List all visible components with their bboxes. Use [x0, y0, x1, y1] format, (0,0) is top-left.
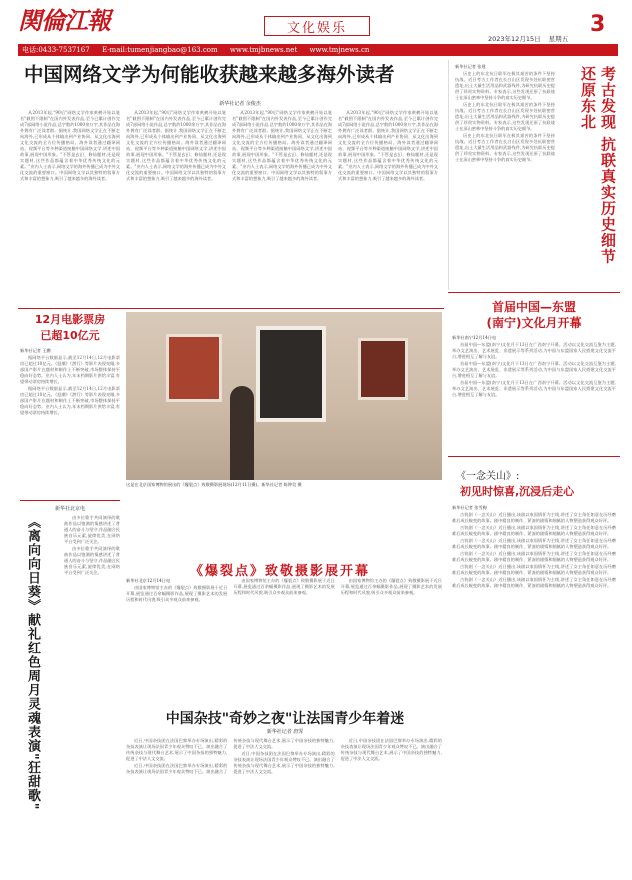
- email: E-mail:tumenjiangbao@163.com: [101, 46, 218, 54]
- lead-byline: 新华社记者 余俊杰: [219, 101, 261, 107]
- box-office-text: 据网络平台数据显示,截至12月14日,12月电影票房已超过10亿元。《怒潮》《潜行》等影片表现亮眼,多部国产影片在题材和制作上不断突破,市场整体保持平稳向好态势。业内人士认为,年末档期影片供给丰富,有望带动票房持续增长。: [20, 355, 120, 384]
- weekday: 星期五: [548, 35, 569, 43]
- lead-body-col2: [126, 110, 226, 306]
- wuyi-byline: 新华社记者 张雪梅: [452, 505, 487, 510]
- box-office-text-2: 据网络平台数据显示,截至12月14日,12月电影票房已超过10亿元。《怒潮》《潜行》等影片表现亮眼,多部国产影片在题材和制作上不断突破,市场整体保持平稳向好态势。业内人士认为,年末档期影片供给丰富,有望带动票房持续增长。: [20, 386, 120, 415]
- acrobatics-text: 近日,中国杂技团在法国巴黎举办专场演出,精彩的杂技表演让现场法国青少年观众赞叹不已。演出融合了传统杂技与现代舞台艺术,展示了中国杂技的独特魅力,促进了中法人文交流。: [126, 738, 228, 761]
- section-title-box: [264, 16, 370, 36]
- lead-body-col1: [20, 110, 120, 306]
- box-office-title-line-1: 12月电影票房: [34, 313, 106, 326]
- lead-body-col4: [338, 110, 438, 306]
- wall-frame-center: [256, 326, 326, 422]
- date: 2023年12月15日: [488, 35, 541, 43]
- lead-body-text-4: 从2013年起,"90后"网络文学作家黄鹤开始以笔名"截图不限制"在国内外发表作品,至今已累计创作完成7部网络小说作品,总字数约1000余万字,其作品在海外拥有广泛读者群。据统计,我国网络文学正在不断走向海外,已形成从个体输出到产业协同、从文化出海到文化交流的全方位传播格局。海外读者通过翻译网站、视频平台等多种渠道接触中国网络文学,讲述中国故事,展现中国形象。"不管是玄幻、修仙题材,还是现实题材,这些作品都蕴含着中华优秀传统文化的元素。"业内人士表示,网络文学的海外传播已成为中外文化交流的重要窗口。中国网络文学以其独特的叙事方式和丰富的想象力,吸引了越来越多的海外读者。: [338, 110, 438, 181]
- nanning-block: [448, 292, 620, 452]
- acrobatics-byline: 新华社记者 唐霁: [266, 729, 304, 735]
- visitor-silhouette: [230, 386, 254, 480]
- side-title: [578, 66, 618, 286]
- wuyi-text-4: 古装剧《一念关山》近日播出,该剧以家国情怀为主线,讲述了女主角任如意在历经磨难后成长蜕变的故事。剧中精良的制作、紧凑的剧情和细腻的人物塑造获得观众好评。: [452, 551, 616, 562]
- box-office-title: [20, 312, 120, 344]
- nanning-title: [452, 299, 616, 331]
- folk-song-text-2: 由多位歌手共同演绎的歌曲作品以饱满的情感讲述了普通人的奋斗与坚守,作品融合民族音乐元素,旋律优美,在网络平台受到广泛关注。: [64, 546, 120, 575]
- wuyi-text-3: 古装剧《一念关山》近日播出,该剧以家国情怀为主线,讲述了女主角任如意在历经磨难后成长蜕变的故事。剧中精良的制作、紧凑的剧情和细腻的人物塑造获得观众好评。: [452, 538, 616, 549]
- side-body: [455, 64, 555, 284]
- page-number: 3: [590, 12, 606, 37]
- side-byline: 新华社记者 张建: [455, 64, 486, 69]
- folk-song-block: [20, 500, 120, 872]
- contact-bar: [18, 44, 618, 56]
- editor-line: 本版责任编辑 乌雅: [540, 47, 582, 53]
- side-body-text-2: 历史上的东北抗日联军在极其艰苦的条件下坚持抗战。近日考古工作者在长白山区发现多处抗联密营遗址,出土大量生活用品和武器残件,为研究抗联历史提供了珍贵实物资料。专家表示,这些发现还原了抗联战士在深山密林中坚持斗争的真实历史细节。: [455, 102, 555, 131]
- logo-text: 関倫江報: [18, 6, 110, 35]
- side-title-line-3: 还原东北: [579, 66, 597, 130]
- nanning-text-3: 首届中国—东盟(南宁)文化月于13日在广西南宁开幕。活动以文化交流互鉴为主题,举办文艺演出、艺术展览、非遗展示等系列活动,为中国与东盟国家人民搭建文化交流平台,增进相互了解与友谊。: [452, 380, 616, 397]
- photo-caption: 这是在北京国家博物馆展出的《爆裂点》致敬摄影展现场(12月11日摄)。新华社记者 陈钟昊 摄: [126, 482, 302, 487]
- lead-headline: 中国网络文学为何能收获越来越多海外读者: [24, 63, 395, 86]
- lead-body-col3: [232, 110, 332, 306]
- box-office-byline: 新华社记者 王鹏: [20, 348, 51, 353]
- lead-body-text-3: 从2013年起,"90后"网络文学作家黄鹤开始以笔名"截图不限制"在国内外发表作品,至今已累计创作完成7部网络小说作品,总字数约1000余万字,其作品在海外拥有广泛读者群。据统计,我国网络文学正在不断走向海外,已形成从个体输出到产业协同、从文化出海到文化交流的全方位传播格局。海外读者通过翻译网站、视频平台等多种渠道接触中国网络文学,讲述中国故事,展现中国形象。"不管是玄幻、修仙题材,还是现实题材,这些作品都蕴含着中华优秀传统文化的元素。"业内人士表示,网络文学的海外传播已成为中外文化交流的重要窗口。中国网络文学以其独特的叙事方式和丰富的想象力,吸引了越来越多的海外读者。: [232, 110, 332, 181]
- acrobatics-text-2: 近日,中国杂技团在法国巴黎举办专场演出,精彩的杂技表演让现场法国青少年观众赞叹不已。演出融合了传统杂技与现代舞台艺术,展示了中国杂技的独特魅力,促进了中法人文交流。: [126, 738, 335, 774]
- folk-song-body: [64, 515, 120, 869]
- issue-date: [488, 34, 568, 43]
- side-body-text: 历史上的东北抗日联军在极其艰苦的条件下坚持抗战。近日考古工作者在长白山区发现多处抗联密营遗址,出土大量生活用品和武器残件,为研究抗联历史提供了珍贵实物资料。专家表示,这些发现还原了抗联战士在深山密林中坚持斗争的真实历史细节。: [455, 71, 555, 100]
- lead-body-text-2: 从2013年起,"90后"网络文学作家黄鹤开始以笔名"截图不限制"在国内外发表作品,至今已累计创作完成7部网络小说作品,总字数约1000余万字,其作品在海外拥有广泛读者群。据统计,我国网络文学正在不断走向海外,已形成从个体输出到产业协同、从文化出海到文化交流的全方位传播格局。海外读者通过翻译网站、视频平台等多种渠道接触中国网络文学,讲述中国故事,展现中国形象。"不管是玄幻、修仙题材,还是现实题材,这些作品都蕴含着中华优秀传统文化的元素。"业内人士表示,网络文学的海外传播已成为中外文化交流的重要窗口。中国网络文学以其独特的叙事方式和丰富的想象力,吸引了越来越多的海外读者。: [126, 110, 226, 181]
- nanning-title-line-1: 首届中国—东盟: [491, 300, 576, 314]
- wuyi-subtitle: 初见时惊喜,沉浸后走心: [460, 485, 575, 498]
- folk-song-text: 由多位歌手共同演绎的歌曲作品以饱满的情感讲述了普通人的奋斗与坚守,作品融合民族音乐元素,旋律优美,在网络平台受到广泛关注。: [64, 515, 120, 544]
- section-title: 文化娱乐: [286, 21, 347, 36]
- nanning-text-2: 首届中国—东盟(南宁)文化月于13日在广西南宁开幕。活动以文化交流互鉴为主题,举办文艺演出、艺术展览、非遗展示等系列活动,为中国与东盟国家人民搭建文化交流平台,增进相互了解与友谊。: [452, 361, 616, 378]
- newspaper-logo: [18, 4, 138, 38]
- exhibition-headline: 《爆裂点》致敬摄影展开幕: [189, 564, 370, 579]
- folk-song-byline: 新华社北京电: [54, 506, 85, 512]
- wuyi-text-2: 古装剧《一念关山》近日播出,该剧以家国情怀为主线,讲述了女主角任如意在历经磨难后成长蜕变的故事。剧中精良的制作、紧凑的剧情和细腻的人物塑造获得观众好评。: [452, 525, 616, 536]
- box-office-title-line-2: 已超10亿元: [40, 329, 100, 342]
- site-1: www.tmjbnews.net: [229, 46, 298, 54]
- nanning-byline: 新华社南宁12月14日电: [452, 335, 497, 340]
- wuyi-body: [452, 505, 616, 867]
- nanning-text: 首届中国—东盟(南宁)文化月于13日在广西南宁开幕。活动以文化交流互鉴为主题,举办文艺演出、艺术展览、非遗展示等系列活动,为中国与东盟国家人民搭建文化交流平台,增进相互了解与友谊。: [452, 342, 616, 359]
- nanning-title-line-2: (南宁)文化月开幕: [486, 316, 582, 330]
- site-2: www.tmjnews.cn: [309, 46, 370, 54]
- wuyi-text-6: 古装剧《一念关山》近日播出,该剧以家国情怀为主线,讲述了女主角任如意在历经磨难后成长蜕变的故事。剧中精良的制作、紧凑的剧情和细腻的人物塑造获得观众好评。: [452, 577, 616, 588]
- acrobatics-text-4: 近日,中国杂技团在法国巴黎举办专场演出,精彩的杂技表演让现场法国青少年观众赞叹不已。演出融合了传统杂技与现代舞台艺术,展示了中国杂技的独特魅力,促进了中法人文交流。: [340, 738, 442, 761]
- exhibition-text: 由国家博物馆主办的《爆裂点》致敬摄影展于近日开幕,展览通过百余幅摄影作品,展现了摄影艺术的发展历程和时代风貌,吸引众多观众前来参观。: [126, 585, 228, 602]
- exhibition-body: [126, 578, 442, 686]
- wall-frame-right: [358, 338, 408, 400]
- acrobatics-body: [126, 738, 442, 870]
- acrobatics-headline: 中国杂技"奇妙之夜"让法国青少年着迷: [165, 711, 405, 727]
- exhibition-text-2: 由国家博物馆主办的《爆裂点》致敬摄影展于近日开幕,展览通过百余幅摄影作品,展现了摄影艺术的发展历程和时代风貌,吸引众多观众前来参观。: [233, 578, 335, 595]
- wuyi-text-5: 古装剧《一念关山》近日播出,该剧以家国情怀为主线,讲述了女主角任如意在历经磨难后成长蜕变的故事。剧中精良的制作、紧凑的剧情和细腻的人物塑造获得观众好评。: [452, 564, 616, 575]
- wall-frame-left: [166, 334, 222, 402]
- side-title-line-1: 考古发现: [599, 66, 617, 130]
- phone: 电话:0433-7537167: [22, 46, 90, 54]
- exhibition-text-3: 由国家博物馆主办的《爆裂点》致敬摄影展于近日开幕,展览通过百余幅摄影作品,展现了摄影艺术的发展历程和时代风貌,吸引众多观众前来参观。: [340, 578, 442, 595]
- folk-song-title: 《离向向日葵》献礼红色周月灵魂表演"狂甜歌": [25, 515, 40, 811]
- divider-1: [18, 308, 444, 309]
- side-body-text-3: 历史上的东北抗日联军在极其艰苦的条件下坚持抗战。近日考古工作者在长白山区发现多处抗联密营遗址,出土大量生活用品和武器残件,为研究抗联历史提供了珍贵实物资料。专家表示,这些发现还原了抗联战士在深山密林中坚持斗争的真实历史细节。: [455, 133, 555, 162]
- exhibition-byline: 新华社北京12月14日电: [126, 578, 171, 583]
- side-feature: [448, 60, 620, 290]
- box-office-body: [20, 348, 120, 498]
- nanning-body: [452, 335, 616, 449]
- side-title-line-2: 抗联真实历史细节: [599, 136, 617, 265]
- acrobatics-text-3: 近日,中国杂技团在法国巴黎举办专场演出,精彩的杂技表演让现场法国青少年观众赞叹不已。演出融合了传统杂技与现代舞台艺术,展示了中国杂技的独特魅力,促进了中法人文交流。: [233, 751, 335, 774]
- wuyi-text: 古装剧《一念关山》近日播出,该剧以家国情怀为主线,讲述了女主角任如意在历经磨难后成长蜕变的故事。剧中精良的制作、紧凑的剧情和细腻的人物塑造获得观众好评。: [452, 512, 616, 523]
- wuyi-block: [448, 456, 620, 872]
- exhibition-photo: [126, 312, 442, 480]
- wuyi-title: 《一念关山》:: [456, 471, 520, 482]
- lead-body-text: 从2013年起,"90后"网络文学作家黄鹤开始以笔名"截图不限制"在国内外发表作品,至今已累计创作完成7部网络小说作品,总字数约1000余万字,其作品在海外拥有广泛读者群。据统计,我国网络文学正在不断走向海外,已形成从个体输出到产业协同、从文化出海到文化交流的全方位传播格局。海外读者通过翻译网站、视频平台等多种渠道接触中国网络文学,讲述中国故事,展现中国形象。"不管是玄幻、修仙题材,还是现实题材,这些作品都蕴含着中华优秀传统文化的元素。"业内人士表示,网络文学的海外传播已成为中外文化交流的重要窗口。中国网络文学以其独特的叙事方式和丰富的想象力,吸引了越来越多的海外读者。: [20, 110, 120, 181]
